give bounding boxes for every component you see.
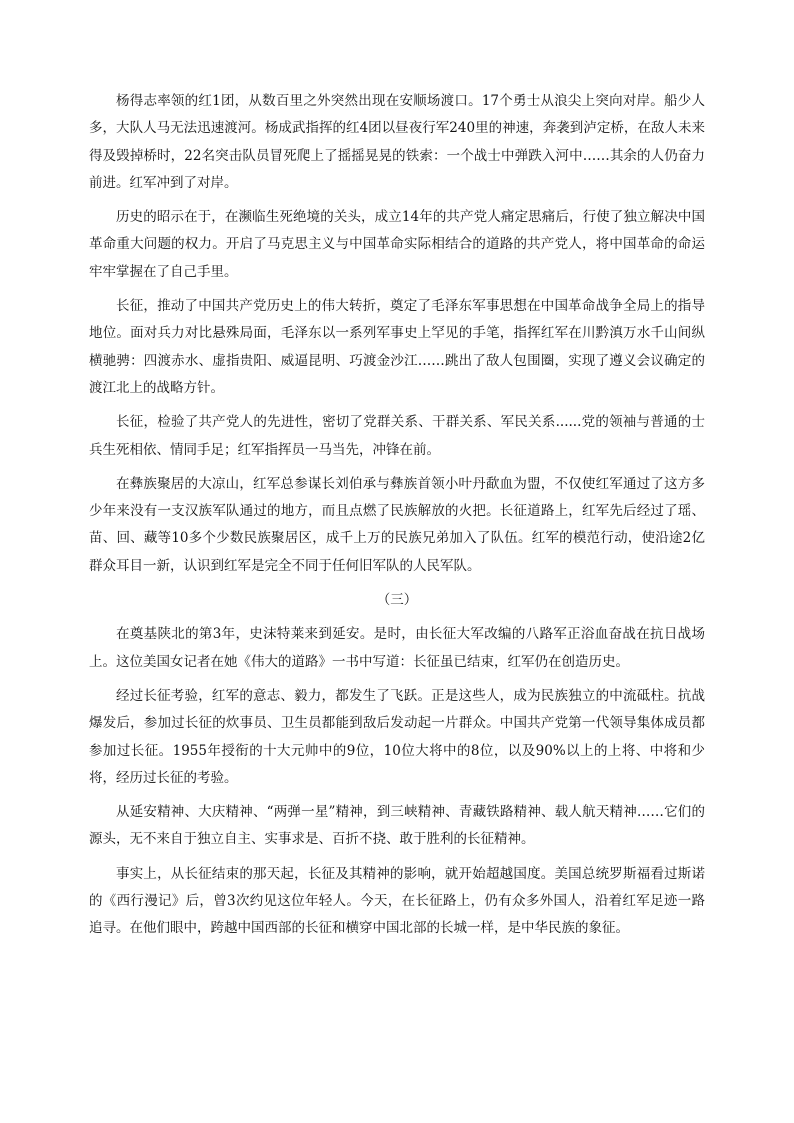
document-page	[89, 88, 705, 943]
paragraph: 经过长征考验，红军的意志、毅力，都发生了飞跃。正是这些人，成为民族独立的中流砥柱。抗战爆发后，参加过长征的炊事员、卫生员都能到敌后发动起一片群众。中国共产党第一代领导集体成员都参加过长征。1955年授衔的十大元帅中的9位，10位大将中的8位，以及90%以上的上将、中将和少将，经历过长征的考验。	[89, 687, 705, 786]
paragraph: 在彝族聚居的大凉山，红军总参谋长刘伯承与彝族首领小叶丹歃血为盟，不仅使红军通过了这方多少年来没有一支汉族军队通过的地方，而且点燃了民族解放的火把。长征道路上，红军先后经过了瑶、苗、回、藏等10多个少数民族聚居区，成千上万的民族兄弟加入了队伍。红军的模范行动，使沿途2亿群众耳目一新，认识到红军是完全不同于任何旧军队的人民军队。	[89, 475, 705, 574]
paragraph: 在奠基陕北的第3年，史沫特莱来到延安。是时，由长征大军改编的八路军正浴血奋战在抗日战场上。这位美国女记者在她《伟大的道路》一书中写道：长征虽已结束，红军仍在创造历史。	[89, 626, 705, 670]
paragraph: 长征，推动了中国共产党历史上的伟大转折，奠定了毛泽东军事思想在中国革命战争全局上的指导地位。面对兵力对比悬殊局面，毛泽东以一系列军事史上罕见的手笔，指挥红军在川黔滇万水千山间纵横驰骋：四渡赤水、虚指贵阳、威逼昆明、巧渡金沙江……跳出了敌人包围圈，实现了遵义会议确定的渡江北上的战略方针。	[89, 298, 705, 396]
paragraph: 杨得志率领的红1团，从数百里之外突然出现在安顺场渡口。17个勇士从浪尖上突向对岸。船少人多，大队人马无法迅速渡河。杨成武指挥的红4团以昼夜行军240里的神速，奔袭到泸定桥，在敌人未来得及毁掉桥时，22名突击队员冒死爬上了摇摇晃晃的铁索：一个战士中弹跌入河中……其余的人仍奋力前进。红军冲到了对岸。	[89, 93, 705, 191]
paragraph: 从延安精神、大庆精神、“两弹一星”精神，到三峡精神、青藏铁路精神、载人航天精神……它们的源头，无不来自于独立自主、实事求是、百折不挠、敢于胜利的长征精神。	[89, 804, 705, 848]
section-heading: （三）	[376, 592, 418, 609]
paragraph: 历史的昭示在于，在濒临生死绝境的关头，成立14年的共产党人痛定思痛后，行使了独立解决中国革命重大问题的权力。开启了马克思主义与中国革命实际相结合的道路的共产党人，将中国革命的命运牢牢掌握在了自己手里。	[89, 209, 705, 280]
paragraph: 事实上，从长征结束的那天起，长征及其精神的影响，就开始超越国度。美国总统罗斯福看过斯诺的《西行漫记》后，曾3次约见这位年轻人。今天，在长征路上，仍有众多外国人，沿着红军足迹一路追寻。在他们眼中，跨越中国西部的长征和横穿中国北部的长城一样，是中华民族的象征。	[89, 865, 705, 937]
paragraph: 长征，检验了共产党人的先进性，密切了党群关系、干群关系、军民关系......党的领袖与普通的士兵生死相依、情同手足；红军指挥员一马当先，冲锋在前。	[89, 414, 705, 458]
